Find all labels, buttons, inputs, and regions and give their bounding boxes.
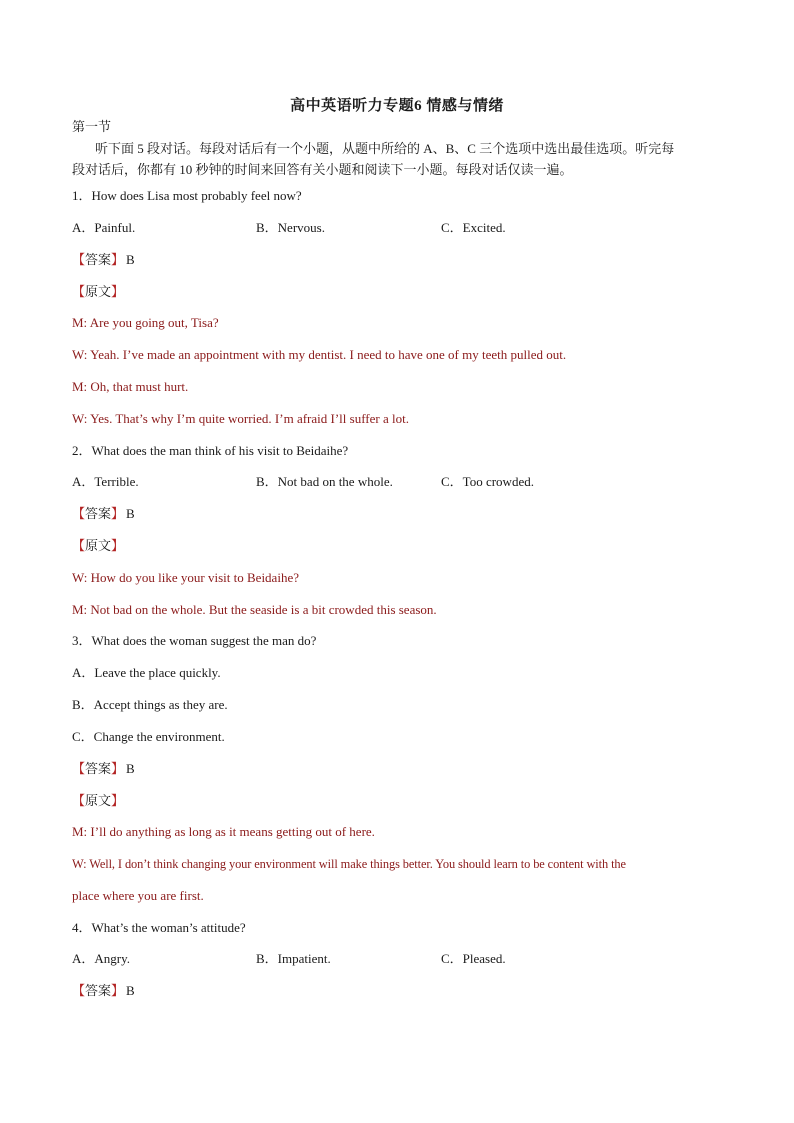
bracket-open: 【 xyxy=(72,793,86,808)
bracket-open: 【 xyxy=(72,761,86,776)
q3-answer xyxy=(72,761,135,777)
q1-transcript-label xyxy=(72,284,124,300)
q4-answer xyxy=(72,983,135,999)
q3-option-c: C．Change the environment. xyxy=(72,729,225,744)
q4-option-c: C．Pleased. xyxy=(441,951,506,966)
instructions-line-2: 段对话后，你都有 10 秒钟的时间来回答有关小题和阅读下一小题。每段对话仅读一遍。 xyxy=(72,162,573,177)
question-3: 3．What does the woman suggest the man do? xyxy=(72,633,317,648)
q1-option-a: A．Painful. xyxy=(72,220,136,235)
bracket-open: 【 xyxy=(72,538,86,553)
q2-dialog-line: W: How do you like your visit to Beidaihe? xyxy=(72,570,299,585)
q3-dialog-line: W: Well, I don’t think changing your environment will make things better. You should learn to be content with the xyxy=(72,857,626,871)
q2-transcript-label xyxy=(72,538,124,554)
transcript-label: 原文 xyxy=(85,284,112,299)
q2-option-b: B．Not bad on the whole. xyxy=(256,474,393,489)
bracket-close: 】 xyxy=(111,506,125,521)
question-2: 2．What does the man think of his visit to Beidaihe? xyxy=(72,443,349,458)
q3-option-b: B．Accept things as they are. xyxy=(72,697,228,712)
bracket-close: 】 xyxy=(111,284,125,299)
q1-dialog-line: M: Oh, that must hurt. xyxy=(72,379,189,394)
answer-value: B xyxy=(126,252,135,267)
instructions-line-1: 听下面 5 段对话。每段对话后有一个小题，从题中所给的 A、B、C 三个选项中选出最佳选项。听完每 xyxy=(95,141,675,156)
q1-answer xyxy=(72,252,135,268)
page-title: 高中英语听力专题6 情感与情绪 xyxy=(290,98,504,114)
answer-value: B xyxy=(126,983,135,998)
bracket-close: 】 xyxy=(111,761,125,776)
q2-option-a: A．Terrible. xyxy=(72,474,139,489)
bracket-open: 【 xyxy=(72,506,86,521)
q2-option-c: C．Too crowded. xyxy=(441,474,534,489)
q3-dialog-line: place where you are first. xyxy=(72,888,204,903)
bracket-close: 】 xyxy=(111,252,125,267)
bracket-open: 【 xyxy=(72,252,86,267)
q1-option-b: B．Nervous. xyxy=(256,220,325,235)
answer-label: 答案 xyxy=(85,252,112,267)
answer-value: B xyxy=(126,506,135,521)
transcript-label: 原文 xyxy=(85,538,112,553)
q3-option-a: A．Leave the place quickly. xyxy=(72,665,221,680)
answer-label: 答案 xyxy=(85,983,112,998)
question-4: 4．What’s the woman’s attitude? xyxy=(72,920,246,935)
bracket-open: 【 xyxy=(72,983,86,998)
q4-option-b: B．Impatient. xyxy=(256,951,331,966)
answer-label: 答案 xyxy=(85,761,112,776)
bracket-close: 】 xyxy=(111,538,125,553)
q1-dialog-line: M: Are you going out, Tisa? xyxy=(72,315,219,330)
q1-option-c: C．Excited. xyxy=(441,220,506,235)
q2-dialog-line: M: Not bad on the whole. But the seaside is a bit crowded this season. xyxy=(72,602,437,617)
question-1: 1．How does Lisa most probably feel now? xyxy=(72,188,302,203)
q3-dialog-line: M: I’ll do anything as long as it means getting out of here. xyxy=(72,824,375,839)
q1-dialog-line: W: Yes. That’s why I’m quite worried. I’m afraid I’ll suffer a lot. xyxy=(72,411,409,426)
q1-dialog-line: W: Yeah. I’ve made an appointment with my dentist. I need to have one of my teeth pulled out. xyxy=(72,347,567,362)
q3-transcript-label xyxy=(72,793,124,809)
q2-answer xyxy=(72,506,135,522)
bracket-open: 【 xyxy=(72,284,86,299)
bracket-close: 】 xyxy=(111,983,125,998)
q4-option-a: A．Angry. xyxy=(72,951,131,966)
section-heading: 第一节 xyxy=(72,119,112,134)
transcript-label: 原文 xyxy=(85,793,112,808)
answer-label: 答案 xyxy=(85,506,112,521)
bracket-close: 】 xyxy=(111,793,125,808)
answer-value: B xyxy=(126,761,135,776)
